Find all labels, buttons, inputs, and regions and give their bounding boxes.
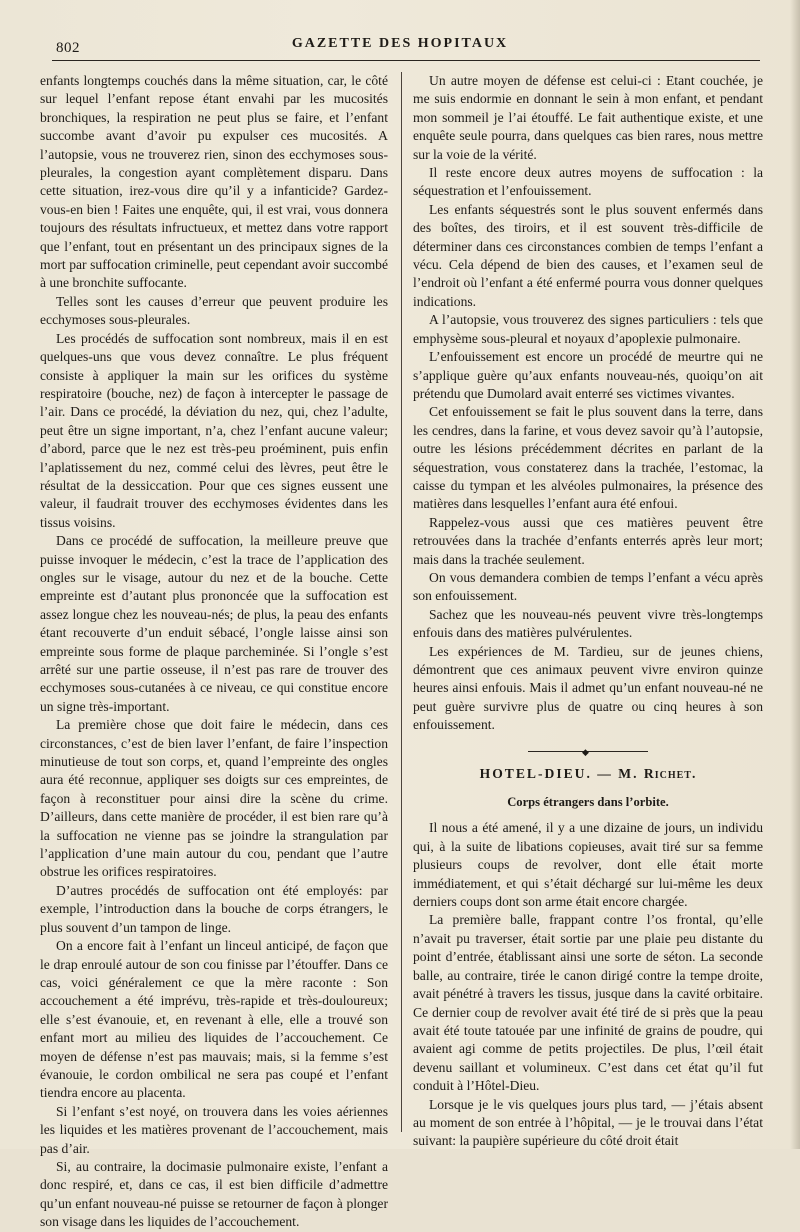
- paragraph: Les enfants séquestrés sont le plus souvent enfermés dans des boîtes, des tiroirs, et il est souvent très-difficile de déterminer dans ces circonstances combien de temps l’enfant a vécu. Cela dépend de bien des causes, et l’examen seul de l’endroit où l’enfant a été enfermé pourra vous donner quelques indications.: [413, 201, 763, 309]
- paragraph: A l’autopsie, vous trouverez des signes particuliers : tels que emphysème sous-pleural et noyaux d’apoplexie pulmonaire.: [413, 312, 763, 346]
- right-column: [413, 72, 763, 1151]
- paragraph: Cet enfouissement se fait le plus souvent dans la terre, dans les cendres, dans la farine, et vous devez savoir qu’à l’autopsie, outre les lésions précédemment décrites en parlant de la séquestration, vous constaterez dans la trachée, l’estomac, la caisse du tympan et les alvéoles pulmonaires, la présence des matières dans lesquelles l’enfant aura été enfoui.: [413, 404, 763, 512]
- paragraph: La première chose que doit faire le médecin, dans ces circonstances, c’est de bien laver l’enfant, de faire l’inspection minutieuse de tout son corps, et, quand l’empreinte des ongles aura été reconnue, appliquer ses doigts sur ces empreintes, de façon à reconstituer pour ainsi dire la scène du crime. D’ailleurs, dans cette manière de procéder, il est bien rare qu’à la suffocation ne vienne pas se joindre la strangulation par l’application d’une main autour du cou, pendant que l’autre obstrue les orifices respiratoires.: [40, 717, 388, 880]
- left-column: [40, 72, 388, 1232]
- paragraph: Il nous a été amené, il y a une dizaine de jours, un individu qui, à la suite de libations copieuses, avait tiré sur sa femme plusieurs coups de revolver, dont elle était morte immédiatement, et qui s’était déchargé sur lui-même les deux derniers coups dont son arme était encore chargée.: [413, 820, 763, 910]
- header-rule: [52, 60, 760, 61]
- paragraph: Sachez que les nouveau-nés peuvent vivre très-longtemps enfouis dans des matières pulvérulentes.: [413, 606, 763, 641]
- paragraph: Telles sont les causes d’erreur que peuvent produire les ecchymoses sous-pleurales.: [40, 293, 388, 328]
- paragraph: Lorsque je le vis quelques jours plus tard, — j’étais absent au moment de son entrée à l’hôpital, — je le trouvai dans l’état suivant: la paupière supérieure du côté droit était: [413, 1096, 763, 1149]
- paragraph: Les procédés de suffocation sont nombreux, mais il en est quelques-uns que vous devez connaître. Le plus fréquent consiste à appliquer la main sur les orifices du système respiratoire (bouche, nez) de façon à intercepter le passage de l’air. Dans ce procédé, la déviation du nez, qui, chez l’adulte, peut être un signe important, n’a, chez l’enfant aucune valeur; d’abord, parce que le nez est très-peu proéminent, puis enfin l’aplatissement du nez, commé celui des lèvres, peut être le résultat de la dessiccation. Pour que ces signes eussent une valeur, il faudrait trouver des ecchymoses évidentes dans les tissus voisins.: [40, 330, 388, 530]
- paragraph: On vous demandera combien de temps l’enfant a vécu après son enfouissement.: [413, 569, 763, 604]
- running-title: GAZETTE DES HOPITAUX: [291, 36, 509, 51]
- paragraph: Si, au contraire, la docimasie pulmonaire existe, l’enfant a donc respiré, et, dans ce cas, il est bien difficile d’admettre qu’un enfant nouveau-né puisse se retourner de façon à plonger son visage dans les liquides de l’accouchement.: [40, 1158, 388, 1230]
- paragraph: Dans ce procédé de suffocation, la meilleure preuve que puisse invoquer le médecin, c’est la trace de l’application des ongles sur le visage, autour du nez et de la bouche. Cette empreinte est d’autant plus prononcée que la suffocation est assez longue chez les nouveau-nés; de plus, la peau des enfants étant recouverte d’un enduit sébacé, l’ongle laisse ainsi son empreinte sous forme de plaque parcheminée. Si l’ongle s’est arrêté sur une partie osseuse, il n’est pas rare de trouver des ecchymoses sous-cutanées à ce niveau, ce qui constitue encore un signe très-important.: [40, 533, 388, 714]
- paragraph: Il reste encore deux autres moyens de suffocation : la séquestration et l’enfouissement.: [413, 165, 763, 199]
- paragraph: L’enfouissement est encore un procédé de meurtre qui ne s’applique guère qu’aux enfants nouveau-nés, quoiqu’on ait prétendu que Dumolard avait enterré ses victimes vivantes.: [413, 349, 763, 401]
- paragraph: On a encore fait à l’enfant un linceul anticipé, de façon que le drap enroulé autour de son cou finisse par l’étouffer. Dans ce cas, voici généralement ce que la mère raconte : Son accouchement a été imprévu, très-rapide et très-douloureux; elle s’est évanouie, et, en revenant à elle, elle a trouvé son enfant mort au milieu des liquides de l’accouchement. Ce moyen de défense n’est pas mauvais; mais, si la femme s’est évanouie, le cordon ombilical ne sera pas coupé et l’enfant tiendra encore au placenta.: [40, 938, 388, 1101]
- page-edge-shadow: [790, 0, 800, 1149]
- paragraph: La première balle, frappant contre l’os frontal, qu’elle n’avait pu traverser, était sortie par une plaie peu distante du point d’entrée, établissant ainsi une sorte de séton. La seconde balle, au contraire, tirée le canon dirigé contre la tempe droite, avait pénétré à travers les tissus, jusque dans la cavité orbitaire. Ce dernier coup de revolver avait été tiré de si près que la peau avait été toute tatouée par une infinité de grains de poudre, qui avaient agi comme de petits projectiles. De plus, l’œil était devenu saillant et volumineux. C’est dans cet état qu’il fut conduit à l’Hôtel-Dieu.: [413, 912, 763, 1094]
- paragraph: Si l’enfant s’est noyé, on trouvera dans les voies aériennes les liquides et les matières provenant de l’accouchement, mais pas d’air.: [40, 1103, 388, 1156]
- section-subtitle: Corps étrangers dans l’orbite.: [507, 795, 669, 810]
- section-title: HOTEL-DIEU. — M.: [479, 765, 639, 781]
- paragraph: enfants longtemps couchés dans la même situation, car, le côté sur lequel l’enfant repose étant envahi par les mucosités bronchiques, la respiration ne peut plus se faire, et l’enfant succombe avant d’avoir pu expulser ces mucosités. A l’autopsie, vous ne trouverez rien, sinon des ecchymoses sous-pleurales, la congestion ayant complètement disparu. Dans cette situation, irez-vous dire qu’il y a infanticide? Gardez-vous-en bien ! Faites une enquête, qui, il est vrai, vous donnera toujours des résultats infructueux, et mettez dans votre rapport que l’enfant, tout en présentant un des principaux signes de la mort par suffocation criminelle, peut cependant avoir succombé à une bronchite suffocante.: [40, 73, 388, 291]
- paragraph: Un autre moyen de défense est celui-ci : Etant couchée, je me suis endormie en donnant le sein à mon enfant, et pendant mon sommeil je l’ai étouffé. Le fait authentique existe, et une enquête seule pourra, dans quelques cas bien rares, nous mettre sur la voie de la vérité.: [413, 73, 763, 162]
- paragraph: D’autres procédés de suffocation ont été employés: par exemple, l’introduction dans la bouche de corps étrangers, le plus souvent d’un tampon de linge.: [40, 882, 388, 935]
- paragraph: Rappelez-vous aussi que ces matières peuvent être retrouvées dans la trachée d’enfants enterrés après leur mort; mais dans la trachée seulement.: [413, 514, 763, 567]
- column-divider: [401, 72, 402, 1132]
- section-ornament: [528, 747, 648, 755]
- section-heading: [413, 765, 763, 783]
- paragraph: Les expériences de M. Tardieu, sur de jeunes chiens, démontrent que ces animaux peuvent vivre environ quinze heures ainsi enfouis. Mais il admet qu’un enfant nouveau-né ne peut guère survivre plus de quatre ou cinq heures à son enfouissement.: [413, 643, 763, 733]
- page-number: 802: [56, 40, 80, 56]
- section-author: Richet.: [643, 765, 697, 781]
